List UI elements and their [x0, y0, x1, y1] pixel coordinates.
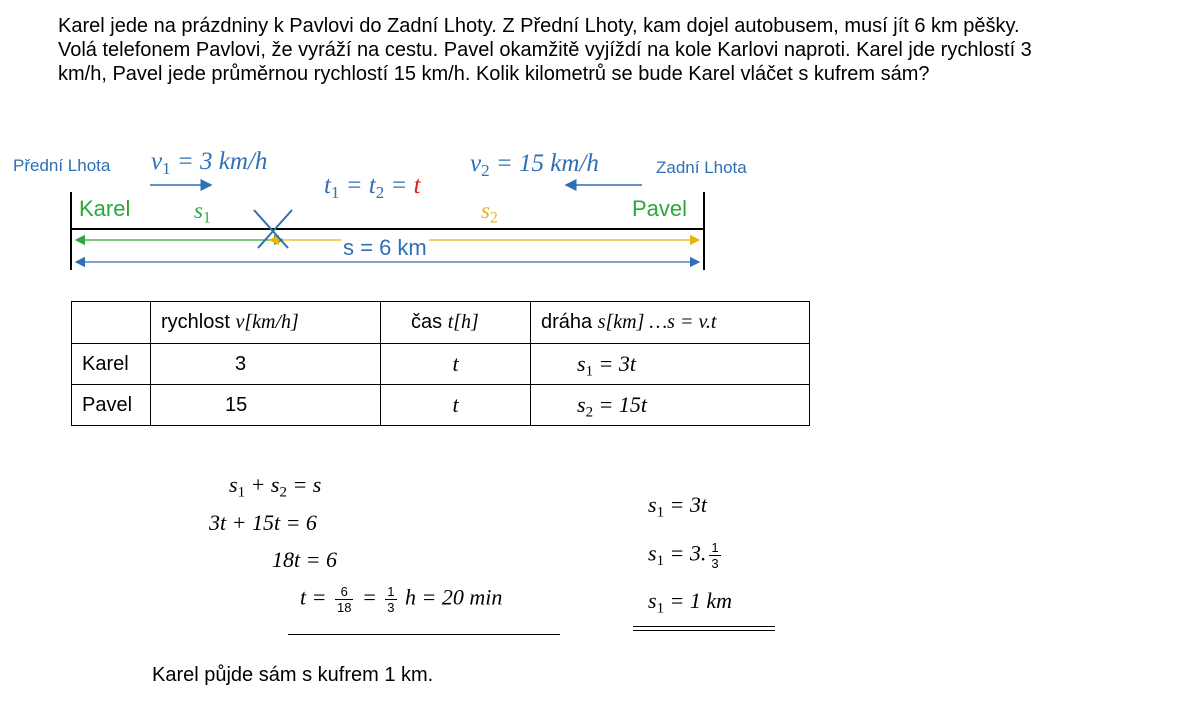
problem-line-3: km/h, Pavel jede průměrnou rychlostí 15 km/h. Kolik kilometrů se bude Karel vláčet s kufrem sám?	[58, 63, 930, 85]
pavel-label: Pavel	[632, 196, 688, 221]
table-row-speed: 15	[151, 385, 381, 426]
problem-line-2: Volá telefonem Pavlovi, že vyráží na cestu. Pavel okamžitě vyjíždí na kole Karlovi naproti. Karel jde rychlostí 3	[58, 39, 1032, 61]
s1-label: $s_1$	[194, 198, 211, 227]
result-underline	[288, 634, 560, 635]
problem-line-1: Karel jede na prázdniny k Pavlovi do Zadní Lhoty. Z Přední Lhoty, kam dojel autobusem, musí jít 6 km pěšky.	[58, 15, 1020, 37]
solution-line-1: $s_1 + s_2 = s$	[229, 472, 322, 501]
s1-line-2: $s_1 = 3$. $\frac{1}{3}$	[648, 540, 719, 571]
s1-line-3: $s_1 = 1$ km	[648, 588, 733, 617]
table-row-time: t	[381, 385, 531, 426]
place-left-label: Přední Lhota	[13, 156, 111, 175]
solution-line-2: 3t + 15t = 6	[209, 510, 317, 535]
table-row-speed: 3	[151, 344, 381, 385]
table-header-row	[72, 302, 810, 344]
fraction-6-18: $\frac{6}{18}$	[336, 584, 352, 615]
total-distance-label: s = 6 km	[343, 235, 427, 260]
s2-label: $s_2$	[481, 198, 498, 227]
table-row	[72, 344, 810, 385]
table-row-name: Pavel	[72, 385, 151, 426]
table-row-time: t	[381, 344, 531, 385]
solution-line-3: 18t = 6	[272, 547, 337, 572]
table-row	[72, 385, 810, 426]
time-equation: $t_1 = t_2 = t$	[324, 172, 421, 203]
table-row-name: Karel	[72, 344, 151, 385]
solution-line-4: t = $\frac{6}{18}$ = $\frac{1}{3}$ h = 20 min	[300, 584, 503, 615]
v1-label: $v_1 = 3$ km/h	[151, 148, 268, 179]
v2-label: $v_2 = 15$ km/h	[470, 150, 599, 181]
motion-table	[71, 301, 810, 426]
table-header-distance: dráha s[km] …s = v.t	[531, 302, 810, 344]
conclusion-text: Karel půjde sám s kufrem 1 km.	[152, 664, 434, 686]
table-header-time: čas t[h]	[381, 302, 531, 344]
table-header-empty	[72, 302, 151, 344]
karel-label: Karel	[79, 196, 131, 221]
table-row-distance: $s_2 = 15t$	[531, 385, 810, 426]
answer-double-underline	[633, 626, 775, 631]
fraction-1-3: $\frac{1}{3}$	[711, 540, 719, 571]
place-right-label: Zadní Lhota	[656, 158, 747, 177]
s1-line-1: $s_1 = 3t$	[648, 492, 708, 521]
fraction-1-3: $\frac{1}{3}$	[387, 584, 395, 615]
table-header-speed: rychlost v[km/h]	[151, 302, 381, 344]
table-row-distance: $s_1 = 3t$	[531, 344, 810, 385]
